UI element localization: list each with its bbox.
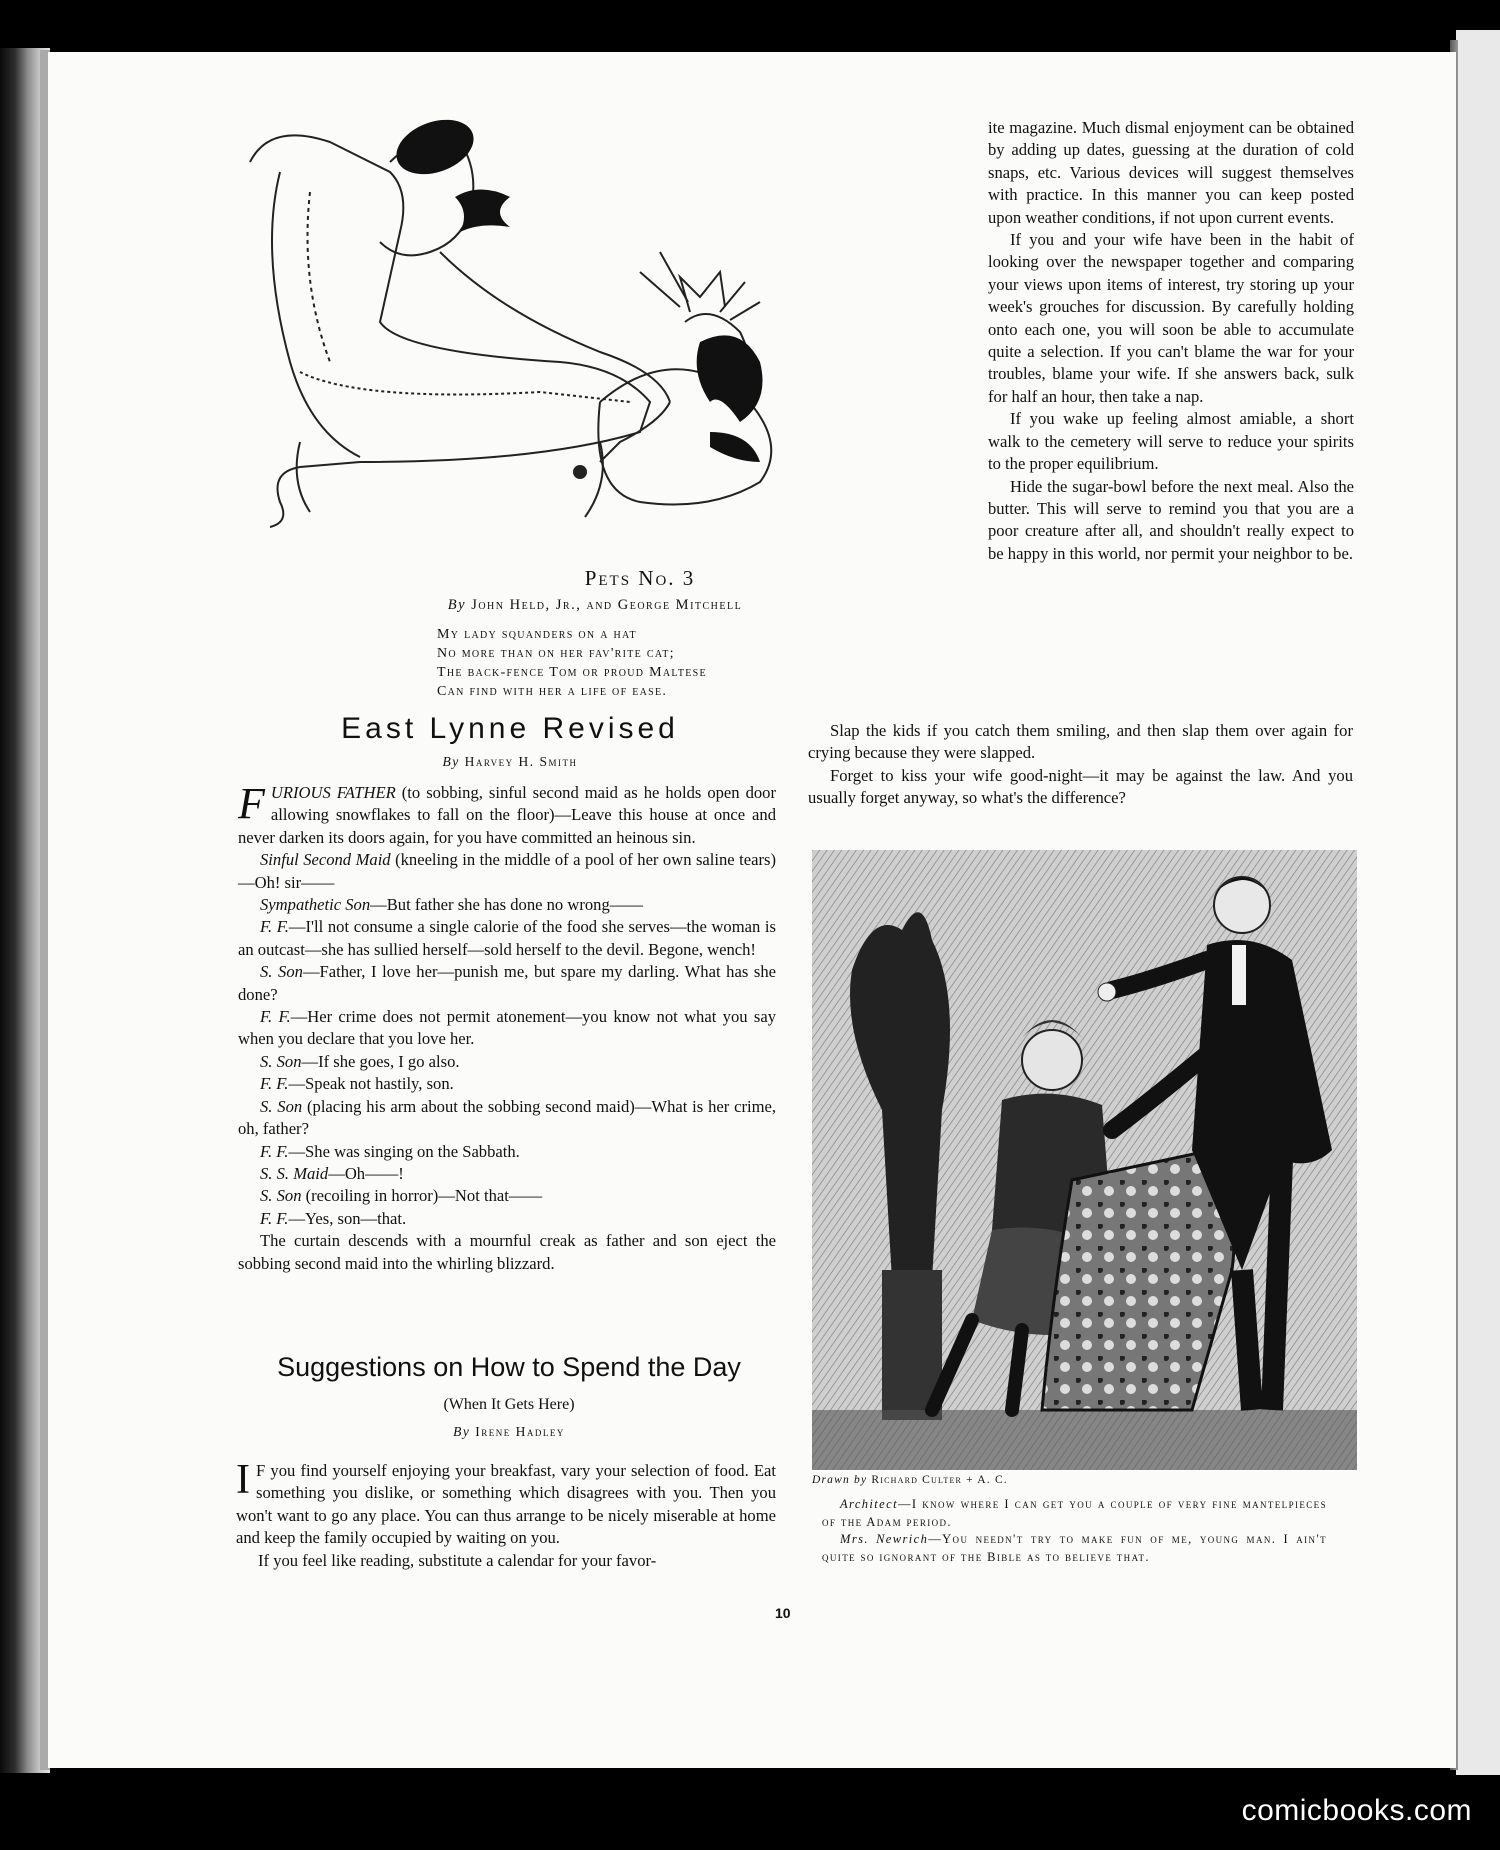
suggestions-opening (236, 1457, 776, 1550)
watermark: comicbooks.com (1241, 1794, 1472, 1827)
paragraph-text: F you find yourself enjoying your breakfast, vary your selection of food. Eat something you dislike, or something which disagrees with you. Then you won't want to go any place. You can thus arrange to be nicely miserable at home and keep the family occupied by waiting on you. (236, 1461, 776, 1548)
closing-paragraph: The curtain descends with a mournful creak as father and son eject the sobbing second maid into the whirling blizzard. (238, 1231, 776, 1273)
paragraph: If you feel like reading, substitute a calendar for your favor- (258, 1550, 657, 1570)
speaker-name: S. S. Maid (260, 1163, 329, 1183)
east-lynne-author: Harvey H. Smith (464, 754, 578, 769)
caption-speaker: Mrs. Newrich (840, 1532, 929, 1546)
credit-prefix: Drawn by (812, 1474, 868, 1486)
speaker-name: S. Son (260, 1186, 302, 1206)
cartoon-credit (812, 1474, 1332, 1486)
dialogue-text: —She was singing on the Sabbath. (288, 1141, 520, 1161)
dialogue-line (238, 849, 776, 894)
pets-poem (437, 625, 817, 701)
dialogue-line (238, 1096, 776, 1141)
speaker-name: S. Son (260, 1051, 302, 1071)
dialogue-text: —I'll not consume a single calorie of the food she serves—the woman is an outcast—she has sullied herself—sold herself to the devil. Begone, wench! (238, 917, 776, 959)
paragraph: If you and your wife have been in the habit of looking over the newspaper together and comparing your views upon items of interest, try storing up your week's grouches for discussion. By carefully holding onto each one, you will soon be able to accumulate quite a selection. If you can't blame the war for your troubles, blame your wife. If she answers back, sulk for half an hour, then take a nap. (988, 230, 1354, 406)
pets-illustration (240, 102, 800, 532)
east-lynne-byline-prefix: By (442, 754, 460, 769)
dialogue-line (238, 1208, 776, 1230)
architect-cartoon-illustration (812, 850, 1357, 1470)
east-lynne-title: East Lynne Revised (341, 712, 679, 745)
pets-byline (380, 597, 810, 614)
dialogue-line (238, 1141, 776, 1163)
poem-line: My lady squanders on a hat (437, 627, 637, 642)
speaker-name: F. F. (260, 1074, 289, 1094)
suggestions-title: Suggestions on How to Spend the Day (277, 1352, 741, 1382)
caption-line (822, 1496, 1327, 1531)
paragraph: Forget to kiss your wife good-night—it may be against the law. And you usually forget anyway, so what's the difference? (808, 765, 1353, 808)
suggestions-subtitle: (When It Gets Here) (443, 1396, 575, 1413)
drop-cap: I (236, 1457, 250, 1503)
dialogue-text: —Her crime does not permit atonement—you know not what you say when you declare that you love her. (238, 1007, 776, 1049)
speaker-name: F. F. (260, 1007, 291, 1027)
poem-line: No more than on her fav'rite cat; (437, 646, 675, 661)
speaker-name: Sympathetic Son (260, 895, 371, 915)
paragraph: Hide the sugar-bowl before the next meal. Also the butter. This will serve to remind you that you are a poor creature after all, and shouldn't really expect to be happy in this world, nor permit your neighbor to be. (988, 476, 1354, 563)
dialogue-text: (recoiling in horror)—Not that—— (301, 1186, 543, 1206)
dialogue-line (238, 894, 776, 916)
page-number: 10 (775, 1605, 791, 1621)
paragraph: ite magazine. Much dismal enjoyment can be obtained by adding up dates, guessing at the duration of cold snaps, etc. Various devices will suggest themselves with practice. In this manner you can keep posted upon weather conditions, if not upon current events. (988, 118, 1354, 227)
poem-line: Can find with her a life of ease. (437, 684, 668, 699)
dialogue-text: —If she goes, I go also. (301, 1051, 460, 1071)
suggestions-body-wide (808, 720, 1353, 810)
scan-top-border (0, 0, 1500, 50)
suggestions-body-right (988, 117, 1354, 565)
dialogue-text: —Oh——! (328, 1163, 404, 1183)
dialogue-text: —But father she has done no wrong—— (370, 895, 643, 915)
speaker-name: F. F. (260, 1208, 289, 1228)
credit-names: Richard Culter + A. C. (871, 1474, 1008, 1486)
suggestions-byline (234, 1424, 784, 1440)
caption-text: —You needn't try to make fun of me, young man. I ain't quite so ignorant of the Bible as to believe that. (822, 1532, 1327, 1564)
pets-byline-prefix: By (447, 597, 467, 613)
east-lynne-opening (238, 779, 776, 849)
drop-cap: F (238, 779, 265, 828)
dialogue-text: (to sobbing, sinful second maid as he holds open door allowing snowflakes to fall on the floor)—Leave this house at once and never darken its doors again, for you have committed an heinous sin. (238, 783, 776, 847)
dialogue-text: (placing his arm about the sobbing second maid)—What is her crime, oh, father? (238, 1096, 777, 1139)
caption-speaker: Architect (840, 1497, 898, 1511)
dialogue-line (238, 961, 776, 1006)
poem-line: The back-fence Tom or proud Maltese (437, 665, 707, 680)
speaker-name: S. Son (260, 1096, 303, 1116)
suggestions-author: Irene Hadley (475, 1424, 565, 1439)
pets-byline-names: John Held, Jr., and George Mitchell (471, 597, 743, 613)
caption-text: —I know where I can get you a couple of very fine mantelpieces of the Adam period. (822, 1497, 1327, 1529)
speaker-name: F. F. (260, 1141, 289, 1161)
east-lynne-body (238, 779, 777, 1275)
dialogue-line (238, 1051, 776, 1073)
pets-title: Pets No. 3 (584, 566, 696, 590)
speaker-name: Sinful Second Maid (260, 850, 391, 870)
dialogue-line (238, 1006, 776, 1051)
suggestions-body-left (236, 1457, 776, 1572)
dialogue-line (238, 1163, 776, 1185)
dialogue-text: (kneeling in the middle of a pool of her own saline tears)—Oh! sir—— (238, 850, 776, 892)
dialogue-text: —Father, I love her—punish me, but spare my darling. What has she done? (238, 962, 776, 1004)
next-page-edge (1456, 30, 1500, 1775)
speaker-name: S. Son (260, 962, 303, 982)
dialogue-text: —Speak not hastily, son. (288, 1074, 454, 1094)
caption-line (822, 1531, 1327, 1566)
paragraph: Slap the kids if you catch them smiling, and then slap them over again for crying because they were slapped. (808, 721, 1353, 763)
speaker-name: URIOUS FATHER (270, 783, 396, 802)
dialogue-line (238, 1073, 776, 1095)
speaker-name: F. F. (260, 917, 289, 937)
paragraph: If you wake up feeling almost amiable, a short walk to the cemetery will serve to reduce your spirits to the proper equilibrium. (988, 409, 1354, 474)
cartoon-caption (822, 1496, 1327, 1566)
dialogue-line (238, 916, 776, 961)
dialogue-text: —Yes, son—that. (288, 1208, 407, 1228)
suggestions-byline-prefix: By (453, 1424, 471, 1439)
east-lynne-byline (240, 754, 780, 770)
dialogue-line (238, 1185, 776, 1207)
